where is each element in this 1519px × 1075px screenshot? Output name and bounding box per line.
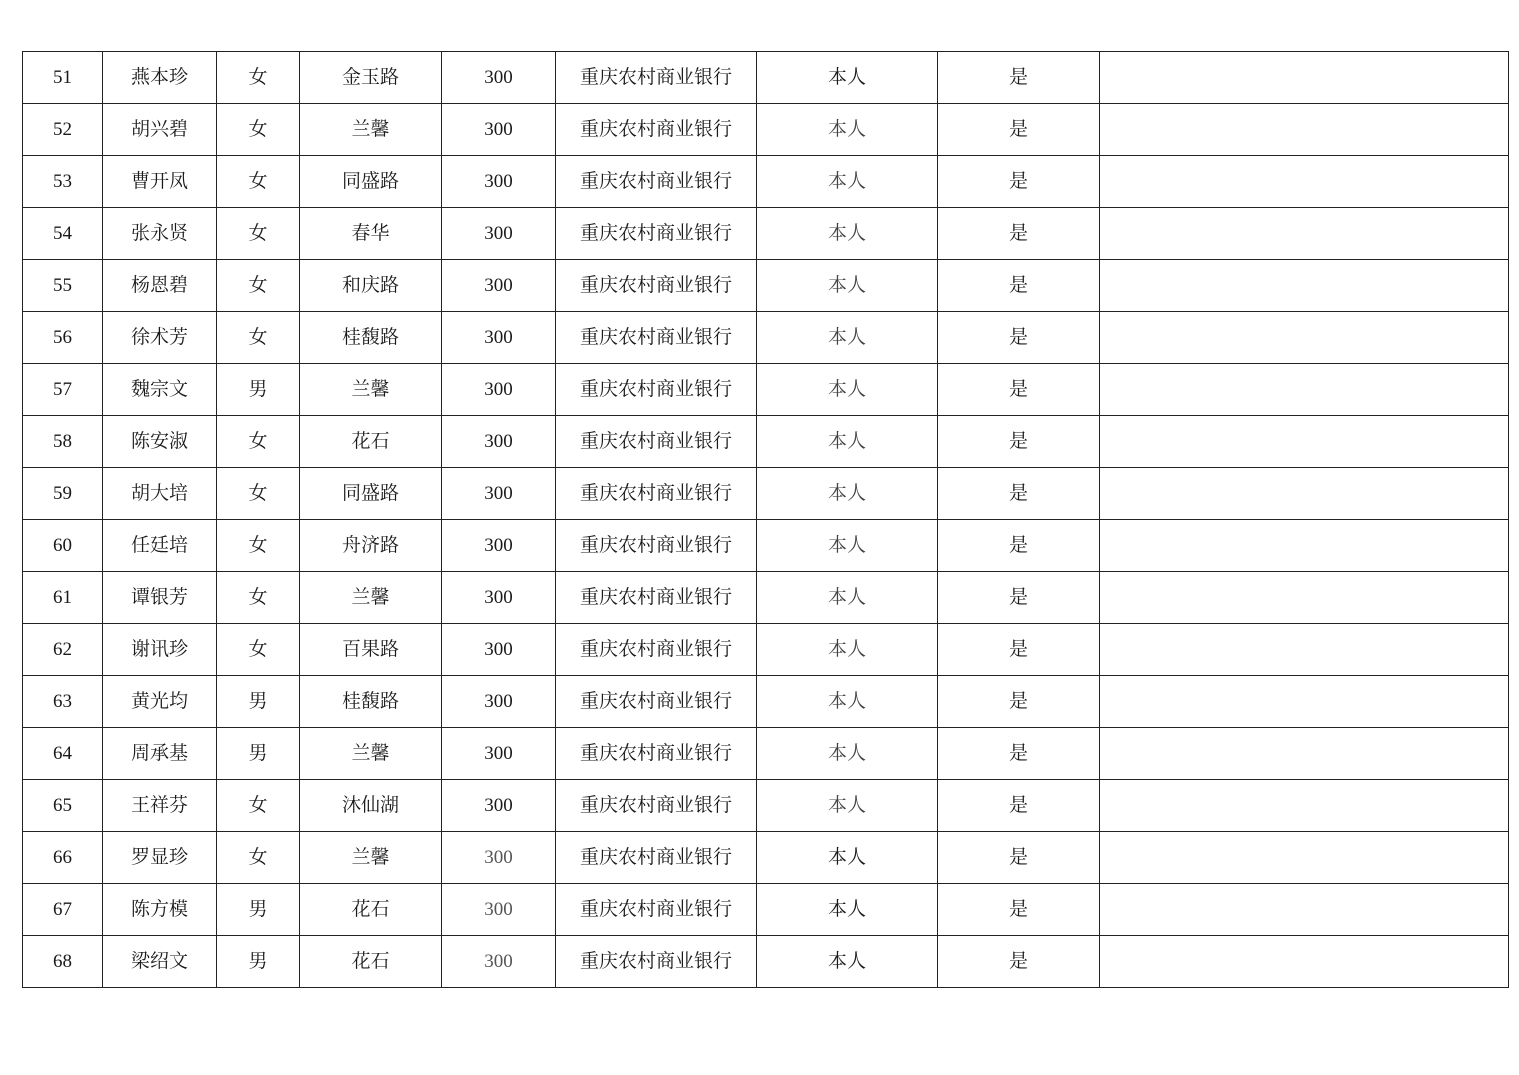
cell-number: 68 <box>23 936 103 988</box>
cell-account-holder: 本人 <box>757 780 938 832</box>
cell-amount: 300 <box>442 468 556 520</box>
cell-amount: 300 <box>442 208 556 260</box>
cell-number: 66 <box>23 832 103 884</box>
cell-name: 周承基 <box>103 728 217 780</box>
cell-number: 54 <box>23 208 103 260</box>
cell-account-holder: 本人 <box>757 624 938 676</box>
cell-bank: 重庆农村商业银行 <box>556 936 757 988</box>
cell-amount: 300 <box>442 312 556 364</box>
cell-gender: 女 <box>217 312 300 364</box>
cell-amount: 300 <box>442 624 556 676</box>
cell-gender: 女 <box>217 52 300 104</box>
cell-name: 燕本珍 <box>103 52 217 104</box>
cell-confirmed: 是 <box>938 520 1100 572</box>
table-row <box>23 260 1509 312</box>
cell-bank: 重庆农村商业银行 <box>556 312 757 364</box>
table-row <box>23 312 1509 364</box>
cell-road: 桂馥路 <box>300 312 442 364</box>
cell-bank: 重庆农村商业银行 <box>556 676 757 728</box>
cell-number: 56 <box>23 312 103 364</box>
cell-amount: 300 <box>442 572 556 624</box>
cell-road: 花石 <box>300 884 442 936</box>
cell-amount: 300 <box>442 156 556 208</box>
cell-confirmed: 是 <box>938 624 1100 676</box>
cell-note <box>1100 312 1509 364</box>
cell-name: 胡兴碧 <box>103 104 217 156</box>
cell-number: 57 <box>23 364 103 416</box>
cell-name: 杨恩碧 <box>103 260 217 312</box>
cell-road: 和庆路 <box>300 260 442 312</box>
cell-note <box>1100 468 1509 520</box>
cell-amount: 300 <box>442 832 556 884</box>
cell-name: 谢讯珍 <box>103 624 217 676</box>
cell-gender: 女 <box>217 260 300 312</box>
table-row <box>23 832 1509 884</box>
cell-confirmed: 是 <box>938 104 1100 156</box>
cell-road: 兰馨 <box>300 104 442 156</box>
cell-bank: 重庆农村商业银行 <box>556 728 757 780</box>
cell-amount: 300 <box>442 520 556 572</box>
table-row <box>23 364 1509 416</box>
cell-account-holder: 本人 <box>757 156 938 208</box>
cell-account-holder: 本人 <box>757 936 938 988</box>
cell-bank: 重庆农村商业银行 <box>556 520 757 572</box>
cell-amount: 300 <box>442 104 556 156</box>
cell-road: 百果路 <box>300 624 442 676</box>
cell-bank: 重庆农村商业银行 <box>556 104 757 156</box>
cell-amount: 300 <box>442 676 556 728</box>
cell-confirmed: 是 <box>938 728 1100 780</box>
cell-name: 魏宗文 <box>103 364 217 416</box>
cell-bank: 重庆农村商业银行 <box>556 208 757 260</box>
cell-account-holder: 本人 <box>757 208 938 260</box>
cell-note <box>1100 156 1509 208</box>
cell-road: 金玉路 <box>300 52 442 104</box>
cell-road: 花石 <box>300 416 442 468</box>
cell-account-holder: 本人 <box>757 312 938 364</box>
cell-confirmed: 是 <box>938 156 1100 208</box>
cell-confirmed: 是 <box>938 572 1100 624</box>
table-row <box>23 780 1509 832</box>
cell-confirmed: 是 <box>938 884 1100 936</box>
cell-number: 59 <box>23 468 103 520</box>
cell-note <box>1100 104 1509 156</box>
cell-number: 63 <box>23 676 103 728</box>
cell-name: 罗显珍 <box>103 832 217 884</box>
cell-amount: 300 <box>442 260 556 312</box>
cell-note <box>1100 416 1509 468</box>
cell-gender: 女 <box>217 832 300 884</box>
cell-gender: 女 <box>217 780 300 832</box>
cell-gender: 女 <box>217 156 300 208</box>
table-row <box>23 884 1509 936</box>
cell-gender: 男 <box>217 884 300 936</box>
cell-confirmed: 是 <box>938 208 1100 260</box>
cell-note <box>1100 572 1509 624</box>
cell-account-holder: 本人 <box>757 884 938 936</box>
cell-note <box>1100 364 1509 416</box>
cell-confirmed: 是 <box>938 364 1100 416</box>
cell-account-holder: 本人 <box>757 572 938 624</box>
cell-bank: 重庆农村商业银行 <box>556 832 757 884</box>
table-row <box>23 52 1509 104</box>
cell-number: 51 <box>23 52 103 104</box>
cell-note <box>1100 208 1509 260</box>
roster-body <box>23 52 1509 988</box>
cell-confirmed: 是 <box>938 416 1100 468</box>
cell-note <box>1100 260 1509 312</box>
cell-road: 桂馥路 <box>300 676 442 728</box>
cell-gender: 女 <box>217 520 300 572</box>
cell-gender: 男 <box>217 364 300 416</box>
table-row <box>23 572 1509 624</box>
cell-number: 52 <box>23 104 103 156</box>
cell-bank: 重庆农村商业银行 <box>556 780 757 832</box>
cell-amount: 300 <box>442 884 556 936</box>
cell-account-holder: 本人 <box>757 364 938 416</box>
cell-bank: 重庆农村商业银行 <box>556 572 757 624</box>
cell-bank: 重庆农村商业银行 <box>556 884 757 936</box>
cell-confirmed: 是 <box>938 312 1100 364</box>
table-row <box>23 468 1509 520</box>
cell-name: 黄光均 <box>103 676 217 728</box>
table-row <box>23 156 1509 208</box>
cell-note <box>1100 936 1509 988</box>
cell-confirmed: 是 <box>938 832 1100 884</box>
table-row <box>23 208 1509 260</box>
cell-confirmed: 是 <box>938 468 1100 520</box>
cell-road: 同盛路 <box>300 468 442 520</box>
cell-bank: 重庆农村商业银行 <box>556 468 757 520</box>
cell-confirmed: 是 <box>938 260 1100 312</box>
cell-confirmed: 是 <box>938 780 1100 832</box>
cell-account-holder: 本人 <box>757 728 938 780</box>
cell-bank: 重庆农村商业银行 <box>556 624 757 676</box>
cell-note <box>1100 520 1509 572</box>
cell-account-holder: 本人 <box>757 416 938 468</box>
cell-gender: 男 <box>217 936 300 988</box>
cell-gender: 男 <box>217 676 300 728</box>
cell-name: 曹开凤 <box>103 156 217 208</box>
cell-number: 67 <box>23 884 103 936</box>
cell-note <box>1100 624 1509 676</box>
cell-number: 62 <box>23 624 103 676</box>
cell-bank: 重庆农村商业银行 <box>556 260 757 312</box>
cell-note <box>1100 884 1509 936</box>
cell-confirmed: 是 <box>938 936 1100 988</box>
cell-road: 春华 <box>300 208 442 260</box>
cell-name: 陈安淑 <box>103 416 217 468</box>
cell-number: 64 <box>23 728 103 780</box>
cell-account-holder: 本人 <box>757 260 938 312</box>
cell-road: 花石 <box>300 936 442 988</box>
cell-number: 53 <box>23 156 103 208</box>
cell-number: 65 <box>23 780 103 832</box>
cell-bank: 重庆农村商业银行 <box>556 364 757 416</box>
table-row <box>23 624 1509 676</box>
cell-number: 60 <box>23 520 103 572</box>
cell-name: 谭银芳 <box>103 572 217 624</box>
cell-confirmed: 是 <box>938 52 1100 104</box>
roster-table <box>22 51 1509 988</box>
cell-name: 徐术芳 <box>103 312 217 364</box>
cell-number: 58 <box>23 416 103 468</box>
cell-bank: 重庆农村商业银行 <box>556 416 757 468</box>
cell-bank: 重庆农村商业银行 <box>556 52 757 104</box>
cell-account-holder: 本人 <box>757 520 938 572</box>
cell-amount: 300 <box>442 52 556 104</box>
cell-gender: 女 <box>217 104 300 156</box>
cell-name: 陈方模 <box>103 884 217 936</box>
cell-name: 胡大培 <box>103 468 217 520</box>
cell-gender: 女 <box>217 468 300 520</box>
cell-road: 沐仙湖 <box>300 780 442 832</box>
cell-road: 同盛路 <box>300 156 442 208</box>
cell-number: 61 <box>23 572 103 624</box>
table-row <box>23 104 1509 156</box>
cell-road: 兰馨 <box>300 364 442 416</box>
cell-account-holder: 本人 <box>757 832 938 884</box>
table-row <box>23 728 1509 780</box>
cell-gender: 女 <box>217 624 300 676</box>
cell-gender: 女 <box>217 572 300 624</box>
cell-road: 兰馨 <box>300 832 442 884</box>
cell-account-holder: 本人 <box>757 104 938 156</box>
cell-note <box>1100 676 1509 728</box>
cell-bank: 重庆农村商业银行 <box>556 156 757 208</box>
cell-amount: 300 <box>442 416 556 468</box>
table-row <box>23 936 1509 988</box>
cell-name: 任廷培 <box>103 520 217 572</box>
cell-confirmed: 是 <box>938 676 1100 728</box>
cell-name: 王祥芬 <box>103 780 217 832</box>
cell-amount: 300 <box>442 936 556 988</box>
cell-note <box>1100 52 1509 104</box>
cell-note <box>1100 832 1509 884</box>
cell-gender: 女 <box>217 208 300 260</box>
cell-number: 55 <box>23 260 103 312</box>
cell-amount: 300 <box>442 728 556 780</box>
cell-gender: 女 <box>217 416 300 468</box>
table-row <box>23 520 1509 572</box>
cell-name: 梁绍文 <box>103 936 217 988</box>
cell-note <box>1100 780 1509 832</box>
cell-account-holder: 本人 <box>757 676 938 728</box>
cell-name: 张永贤 <box>103 208 217 260</box>
cell-road: 舟济路 <box>300 520 442 572</box>
cell-account-holder: 本人 <box>757 468 938 520</box>
table-row <box>23 676 1509 728</box>
cell-amount: 300 <box>442 364 556 416</box>
cell-amount: 300 <box>442 780 556 832</box>
cell-gender: 男 <box>217 728 300 780</box>
cell-road: 兰馨 <box>300 728 442 780</box>
cell-road: 兰馨 <box>300 572 442 624</box>
table-row <box>23 416 1509 468</box>
cell-account-holder: 本人 <box>757 52 938 104</box>
cell-note <box>1100 728 1509 780</box>
